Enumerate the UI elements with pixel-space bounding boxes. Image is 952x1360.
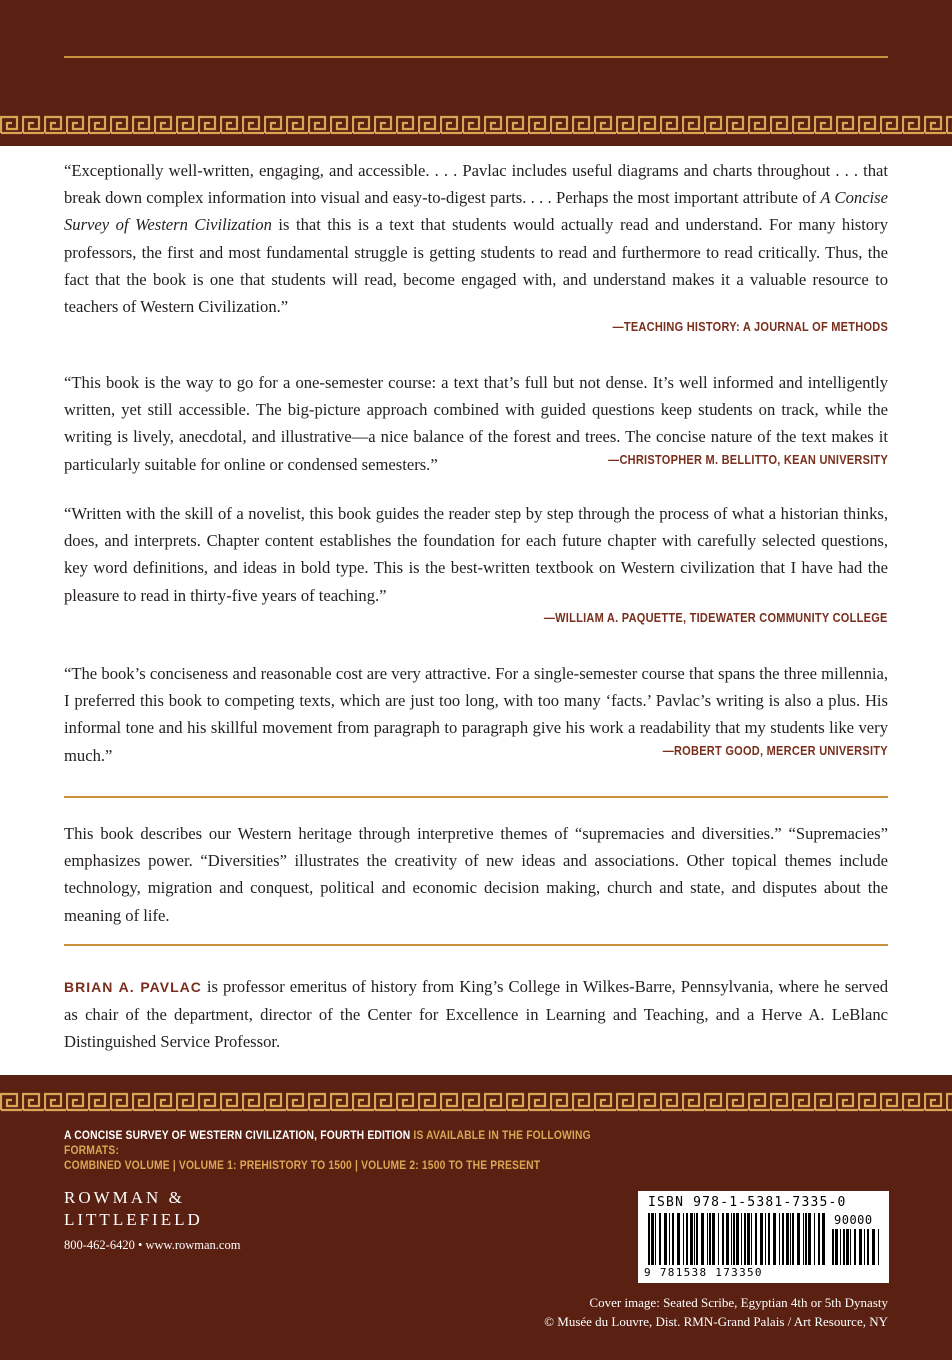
barcode-bar xyxy=(669,1213,670,1265)
barcode-bar xyxy=(707,1213,708,1265)
barcode-bar xyxy=(722,1213,724,1265)
barcode-bar xyxy=(664,1213,667,1265)
formats-available-text: IS AVAILABLE IN THE FOLLOWING FORMATS: xyxy=(64,1128,591,1157)
barcode-bar xyxy=(726,1213,729,1265)
barcode-bar xyxy=(790,1213,791,1265)
barcode-bar xyxy=(768,1213,770,1265)
divider-rule-2 xyxy=(64,944,888,946)
greek-key-pattern-bottom xyxy=(0,1089,952,1115)
barcode-bar xyxy=(808,1213,811,1265)
quote-1-text-b: is that this is a text that students would actually read and understand. For many history professors, the first and most fundamental struggle is getting students to read and furthermore to read critically. Thus, the fact that the book is one that students will read, become engaged with, and understand makes it a valuable resource to teachers of Western Civilization.” xyxy=(64,215,888,317)
barcode-bar xyxy=(683,1213,684,1265)
barcode-digits: 9 781538 173350 xyxy=(644,1266,763,1279)
barcode-bar xyxy=(872,1229,875,1265)
barcode-bar xyxy=(686,1213,688,1265)
publisher-line-1: ROWMAN & xyxy=(64,1188,185,1207)
barcode-bar xyxy=(765,1213,766,1265)
barcode-addon-bars xyxy=(832,1229,882,1265)
publisher-logo xyxy=(64,1187,203,1231)
quote-4-attribution-line xyxy=(632,742,888,760)
quote-2-attribution: —CHRISTOPHER M. BELLITTO, KEAN UNIVERSITY xyxy=(608,453,888,467)
barcode-bar xyxy=(786,1213,789,1265)
barcode-bar xyxy=(818,1213,820,1265)
publisher-contact: 800-462-6420 • www.rowman.com xyxy=(64,1238,241,1252)
barcode-bar xyxy=(864,1229,865,1265)
isbn-barcode xyxy=(638,1191,889,1283)
barcode-bar xyxy=(814,1213,815,1265)
formats-volume-list: COMBINED VOLUME | VOLUME 1: PREHISTORY TO 1500 | VOLUME 2: 1500 TO THE PRESENT xyxy=(64,1158,541,1172)
price-code: 90000 xyxy=(834,1213,873,1227)
quote-1-text-a: “Exceptionally well-written, engaging, and accessible. . . . Pavlac includes useful diagrams and charts throughout . . . that break down complex information into visual and easy-to-digest parts. . . . Perhaps the most important attribute of xyxy=(64,161,888,208)
barcode-bar xyxy=(744,1213,746,1265)
barcode-bar xyxy=(672,1213,674,1265)
available-formats xyxy=(64,1128,614,1173)
barcode-bar xyxy=(655,1213,656,1265)
barcode-bar xyxy=(835,1229,838,1265)
barcode-bar xyxy=(651,1213,654,1265)
barcode-bar xyxy=(803,1213,804,1265)
description-text: This book describes our Western heritage through interpretive themes of “supremacies and diversities.” “Supremacies” emphasizes power. “Diversities” illustrates the creativity of new ideas and associations. Other topical themes include technology, migration and conquest, political and economic decision making, church and state, and disputes about the meaning of life. xyxy=(64,824,888,925)
greek-key-border-top xyxy=(0,112,952,138)
barcode-bar xyxy=(840,1229,841,1265)
barcode-bar xyxy=(779,1213,780,1265)
barcode-bar xyxy=(659,1213,661,1265)
quote-3-text: “Written with the skill of a novelist, this book guides the reader step by step through the process of what a historian thinks, does, and interprets. Chapter content establishes the foundation for each future chapter with carefully selected questions, key word definitions, and ideas in bold type. This is the best-written textbook on Western civilization that I have had the pleasure to read in thirty-five years of teaching.” xyxy=(64,504,888,605)
barcode-bar xyxy=(701,1213,704,1265)
barcode-bar xyxy=(867,1229,869,1265)
barcode-bar xyxy=(731,1213,732,1265)
formats-book-title: A CONCISE SURVEY OF WESTERN CIVILIZATION, FOURTH EDITION xyxy=(64,1128,411,1142)
barcode-bars xyxy=(648,1213,828,1265)
barcode-bar xyxy=(832,1229,834,1265)
barcode-bar xyxy=(747,1213,750,1265)
greek-key-border-bottom xyxy=(0,1089,952,1115)
greek-key-pattern-top xyxy=(0,112,952,138)
barcode-bar xyxy=(805,1213,807,1265)
barcode-bar xyxy=(648,1213,650,1265)
quote-1-attribution-line xyxy=(575,318,888,336)
barcode-bar xyxy=(878,1229,879,1265)
quote-3-attribution: —WILLIAM A. PAQUETTE, TIDEWATER COMMUNITY COLLEGE xyxy=(544,611,888,625)
top-gold-rule xyxy=(64,56,888,58)
barcode-bar xyxy=(822,1213,825,1265)
barcode-bar xyxy=(846,1229,849,1265)
book-description xyxy=(64,820,888,929)
divider-rule-1 xyxy=(64,796,888,798)
barcode-bar xyxy=(797,1213,800,1265)
quote-2-text: “This book is the way to go for a one-semester course: a text that’s full but not dense. It’s well informed and intelligently written, yet still accessible. The big-picture approach combined with guided questions keep students on track, while the writing is lively, anecdotal, and illustrative—a nice balance of the forest and trees. The concise nature of the text makes it particularly suitable for online or condensed semesters.” xyxy=(64,373,888,474)
barcode-bar xyxy=(712,1213,715,1265)
barcode-bar xyxy=(733,1213,735,1265)
barcode-bar xyxy=(736,1213,739,1265)
top-band xyxy=(0,0,952,110)
barcode-bar xyxy=(773,1213,776,1265)
barcode-bar xyxy=(760,1213,763,1265)
barcode-bar xyxy=(792,1213,794,1265)
publisher-line-2: LITTLEFIELD xyxy=(64,1210,203,1229)
quote-4-attribution: —ROBERT GOOD, MERCER UNIVERSITY xyxy=(662,744,888,758)
quote-1-attribution: —TEACHING HISTORY: A JOURNAL OF METHODS xyxy=(612,320,888,334)
author-bio xyxy=(64,973,888,1056)
barcode-bar xyxy=(751,1213,752,1265)
review-quote-1 xyxy=(64,157,888,320)
barcode-bar xyxy=(859,1229,862,1265)
barcode-bar xyxy=(741,1213,742,1265)
quote-1-book-title: A Concise Survey of Western Civilization xyxy=(64,188,888,235)
barcode-bar xyxy=(782,1213,784,1265)
barcode-bar xyxy=(718,1213,719,1265)
barcode-bar xyxy=(854,1229,856,1265)
barcode-bar xyxy=(755,1213,757,1265)
barcode-bar xyxy=(694,1213,695,1265)
quote-3-attribution-line xyxy=(497,609,888,627)
barcode-bar xyxy=(677,1213,680,1265)
quote-2-attribution-line xyxy=(570,451,888,469)
review-quote-3 xyxy=(64,500,888,609)
quote-4-text: “The book’s conciseness and reasonable cost are very attractive. For a single-semester course that spans the three millennia, I preferred this book to competing texts, which are just too long, with too many ‘facts.’ Pavlac’s writing is also a plus. His informal tone and his skillful movement from paragraph to paragraph give his work a readability that my students like very much.” xyxy=(64,664,888,765)
cover-credit-line-1: Cover image: Seated Scribe, Egyptian 4th or 5th Dynasty xyxy=(589,1295,888,1310)
barcode-bar xyxy=(843,1229,845,1265)
barcode-bar xyxy=(850,1229,851,1265)
barcode-bar xyxy=(696,1213,698,1265)
cover-credit-line-2: © Musée du Louvre, Dist. RMN-Grand Palais / Art Resource, NY xyxy=(544,1314,888,1329)
barcode-bar xyxy=(690,1213,693,1265)
cover-credit xyxy=(544,1293,888,1331)
author-name: BRIAN A. PAVLAC xyxy=(64,979,202,995)
barcode-bar xyxy=(709,1213,711,1265)
author-bio-text: is professor emeritus of history from King’s College in Wilkes-Barre, Pennsylvania, where he served as chair of the department, director of the Center for Excellence in Learning and Teaching, and a Herve A. LeBlanc Distinguished Service Professor. xyxy=(64,977,888,1052)
isbn-number: ISBN 978-1-5381-7335-0 xyxy=(648,1195,847,1210)
